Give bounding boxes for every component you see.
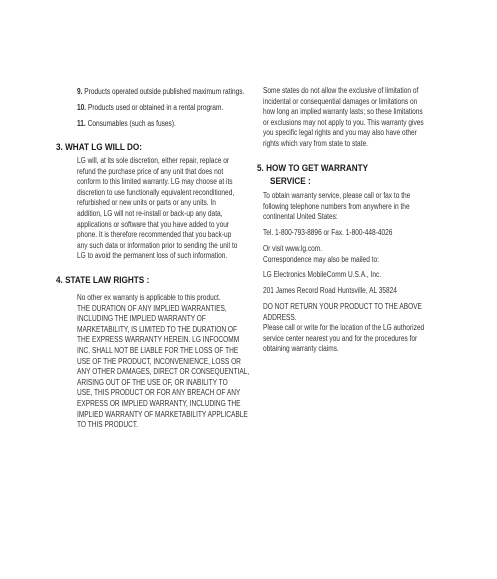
section-4-heading: 4. STATE LAW RIGHTS : xyxy=(56,275,150,286)
list-item xyxy=(77,102,223,113)
service-instructions: To obtain warranty service, please call or fax to the following telephone numbers from anywhere in the continental United States: xyxy=(263,191,411,222)
section-4-text: No other ex warranty is applicable to this product. THE DURATION OF ANY IMPLIED WARRANTIES, INCLUDING THE IMPLIED WARRANTY OF MARKETABILITY, IS LIMITED TO THE DURATION OF THE EXPRESS WARRANTY HEREIN. LG INFOCOMM INC. SHALL NOT BE LIABLE FOR THE LOSS OF THE USE OF THE PRODUCT, INCONVENIENCE, LOSS OR ANY OTHER DAMAGES, DIRECT OR CONSEQUENTIAL, ARISING OUT OF THE USE OF, OR INABILITY TO USE, THIS PRODUCT OR FOR ANY BREACH OF ANY EXPRESS OR IMPLIED WARRANTY, INCLUDING THE IMPLIED WARRANTY OF MARKETABILITY APPLICABLE TO THIS PRODUCT. xyxy=(77,293,250,430)
list-item xyxy=(77,86,244,97)
website-text: Or visit www.lg.com. Correspondence may also be mailed to: xyxy=(263,244,379,264)
list-item-number: 9. xyxy=(77,87,83,96)
mailing-address: 201 James Record Road Huntsville, AL 35824 xyxy=(263,286,397,295)
section-5-heading-cont: SERVICE : xyxy=(270,176,311,187)
list-item-number: 10. xyxy=(77,103,87,112)
phone-fax-numbers: Tel. 1-800-793-8896 or Fax. 1-800-448-4026 xyxy=(263,228,393,237)
list-item-number: 11. xyxy=(77,119,86,128)
section-5-heading: 5. HOW TO GET WARRANTY xyxy=(257,163,369,174)
section-3-text: LG will, at its sole discretion, either repair, replace or refund the purchase price of any unit that does not conform to this limited warranty. LG may choose at its discretion to use functionally equivalent reconditioned, refurbished or new units or parts or any units. In addition, LG will not re-install or back-up any data, applications or software that you have added to your phone. It is therefore recommended that you back-up any such data or information prior to sending the unit to LG to avoid the permanent loss of such information. xyxy=(77,156,238,261)
section-3-heading: 3. WHAT LG WILL DO: xyxy=(56,142,142,153)
state-limitations-text: Some states do not allow the exclusive of limitation of incidental or consequential damages or limitations on how long an implied warranty lasts; so these limitations or exclusions may not apply to you. This warranty gives you specific legal rights and you may also have other rights which vary from state to state. xyxy=(263,86,424,148)
list-item xyxy=(77,118,176,129)
company-name: LG Electronics MobileComm U.S.A., Inc. xyxy=(263,270,382,279)
return-notice: DO NOT RETURN YOUR PRODUCT TO THE ABOVE ADDRESS. Please call or write for the location of the LG authorized service center nearest you and for the procedures for obtaining warranty claims. xyxy=(263,302,425,354)
list-item-text: Consumables (such as fuses). xyxy=(87,119,176,128)
list-item-text: Products operated outside published maximum ratings. xyxy=(84,87,245,96)
list-item-text: Products used or obtained in a rental program. xyxy=(87,103,224,112)
